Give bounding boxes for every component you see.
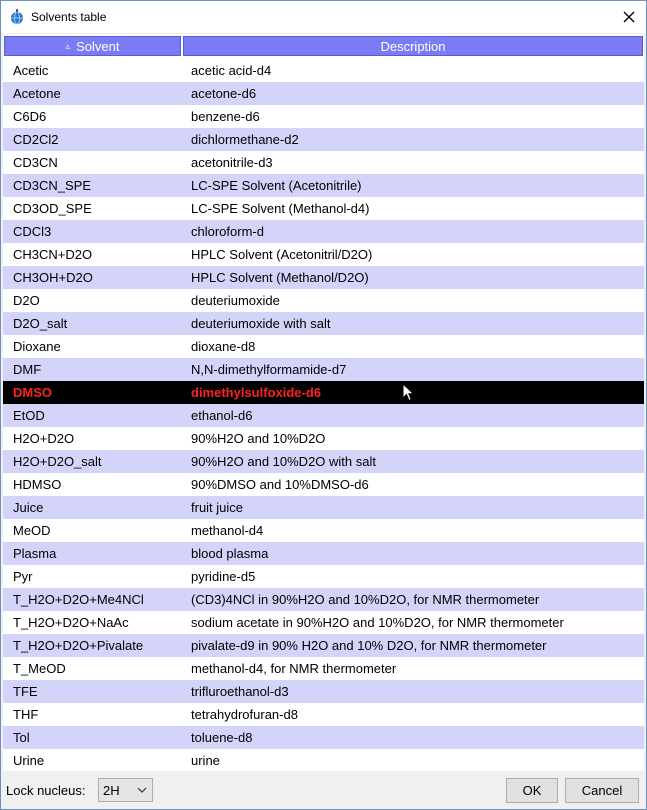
description-cell: methanol-d4 [191, 523, 264, 538]
table-row[interactable] [3, 496, 644, 519]
table-row[interactable] [3, 680, 644, 703]
table-row[interactable] [3, 128, 644, 151]
solvent-cell: T_H2O+D2O+NaAc [13, 615, 129, 630]
solvent-cell: DMF [13, 362, 42, 377]
table-row[interactable] [3, 105, 644, 128]
solvent-cell: Urine [13, 753, 45, 768]
dialog-footer [1, 772, 646, 809]
table-row[interactable] [3, 151, 644, 174]
column-header-label: Description [380, 38, 446, 54]
description-cell: (CD3)4NCl in 90%H2O and 10%D2O, for NMR thermometer [191, 592, 540, 607]
table-row[interactable] [3, 59, 644, 82]
description-cell: chloroform-d [191, 224, 264, 239]
table-row[interactable] [3, 542, 644, 565]
solvent-cell: TFE [13, 684, 38, 699]
description-cell: N,N-dimethylformamide-d7 [191, 362, 347, 377]
description-cell: tetrahydrofuran-d8 [191, 707, 298, 722]
solvent-cell: MeOD [13, 523, 51, 538]
description-cell: blood plasma [191, 546, 269, 561]
description-cell: acetic acid-d4 [191, 63, 272, 78]
close-button[interactable] [612, 1, 646, 33]
table-body [3, 59, 644, 771]
lock-nucleus-select[interactable] [98, 778, 153, 802]
description-cell: HPLC Solvent (Methanol/D2O) [191, 270, 369, 285]
solvents-table [3, 34, 644, 771]
description-cell: toluene-d8 [191, 730, 253, 745]
solvent-cell: T_MeOD [13, 661, 66, 676]
description-cell: HPLC Solvent (Acetonitril/D2O) [191, 247, 373, 262]
solvent-cell: Pyr [13, 569, 33, 584]
title-bar [1, 1, 646, 33]
solvent-cell: D2O_salt [13, 316, 68, 331]
table-row[interactable] [3, 404, 644, 427]
cancel-button[interactable]: Cancel [565, 778, 639, 803]
description-cell: pyridine-d5 [191, 569, 256, 584]
description-cell: benzene-d6 [191, 109, 260, 124]
table-row[interactable] [3, 749, 644, 771]
solvent-cell: D2O [13, 293, 40, 308]
table-row[interactable] [3, 266, 644, 289]
table-row[interactable] [3, 289, 644, 312]
solvent-cell: H2O+D2O_salt [13, 454, 102, 469]
app-globe-icon [10, 9, 24, 25]
table-row[interactable] [3, 243, 644, 266]
solvent-cell: CD3CN [13, 155, 58, 170]
solvent-cell: Tol [13, 730, 30, 745]
lock-nucleus-value: 2H [103, 782, 120, 798]
solvent-cell: EtOD [13, 408, 45, 423]
description-cell: pivalate-d9 in 90% H2O and 10% D2O, for NMR thermometer [191, 638, 547, 653]
solvent-cell: DMSO [13, 385, 52, 400]
description-cell: deuteriumoxide [191, 293, 280, 308]
chevron-down-icon [137, 785, 147, 795]
table-row[interactable] [3, 197, 644, 220]
solvent-cell: CH3CN+D2O [13, 247, 93, 262]
solvent-cell: Dioxane [13, 339, 61, 354]
solvent-cell: T_H2O+D2O+Me4NCl [13, 592, 144, 607]
table-row[interactable] [3, 726, 644, 749]
column-header-solvent[interactable] [4, 36, 181, 56]
column-header-label: Solvent [76, 38, 120, 54]
description-cell: dichlormethane-d2 [191, 132, 299, 147]
description-cell: dioxane-d8 [191, 339, 256, 354]
description-cell: fruit juice [191, 500, 244, 515]
table-row[interactable] [3, 220, 644, 243]
mouse-pointer-icon [402, 383, 416, 403]
table-row[interactable] [3, 174, 644, 197]
ok-button[interactable]: OK [506, 778, 558, 803]
table-row[interactable] [3, 381, 644, 404]
table-row[interactable] [3, 427, 644, 450]
description-cell: 90%DMSO and 10%DMSO-d6 [191, 477, 369, 492]
solvent-cell: Acetone [13, 86, 61, 101]
sort-ascending-icon: ▵ [65, 40, 71, 51]
solvent-cell: CH3OH+D2O [13, 270, 93, 285]
solvent-cell: Acetic [13, 63, 49, 78]
description-cell: LC-SPE Solvent (Acetonitrile) [191, 178, 362, 193]
column-header-description[interactable] [183, 36, 643, 56]
solvent-cell: H2O+D2O [13, 431, 75, 446]
window-title: Solvents table [31, 10, 107, 24]
table-row[interactable] [3, 565, 644, 588]
description-cell: 90%H2O and 10%D2O [191, 431, 326, 446]
table-row[interactable] [3, 703, 644, 726]
description-cell: LC-SPE Solvent (Methanol-d4) [191, 201, 370, 216]
description-cell: methanol-d4, for NMR thermometer [191, 661, 397, 676]
solvent-cell: CD3OD_SPE [13, 201, 92, 216]
solvent-cell: CDCl3 [13, 224, 52, 239]
description-cell: urine [191, 753, 220, 768]
table-row[interactable] [3, 611, 644, 634]
table-row[interactable] [3, 312, 644, 335]
solvent-cell: C6D6 [13, 109, 47, 124]
solvent-cell: Plasma [13, 546, 57, 561]
table-row[interactable] [3, 634, 644, 657]
table-row[interactable] [3, 358, 644, 381]
description-cell: acetonitrile-d3 [191, 155, 273, 170]
description-cell: dimethylsulfoxide-d6 [191, 385, 322, 400]
description-cell: deuteriumoxide with salt [191, 316, 331, 331]
table-row[interactable] [3, 82, 644, 105]
table-header [3, 34, 644, 57]
description-cell: sodium acetate in 90%H2O and 10%D2O, for NMR thermometer [191, 615, 564, 630]
table-row[interactable] [3, 450, 644, 473]
table-row[interactable] [3, 657, 644, 680]
solvent-cell: Juice [13, 500, 44, 515]
description-cell: trifluroethanol-d3 [191, 684, 289, 699]
close-icon [623, 11, 635, 23]
description-cell: ethanol-d6 [191, 408, 253, 423]
table-row[interactable] [3, 335, 644, 358]
table-row[interactable] [3, 588, 644, 611]
description-cell: acetone-d6 [191, 86, 257, 101]
table-row[interactable] [3, 519, 644, 542]
description-cell: 90%H2O and 10%D2O with salt [191, 454, 376, 469]
solvent-cell: T_H2O+D2O+Pivalate [13, 638, 144, 653]
solvent-cell: HDMSO [13, 477, 62, 492]
solvent-cell: THF [13, 707, 39, 722]
solvent-cell: CD3CN_SPE [13, 178, 92, 193]
solvent-cell: CD2Cl2 [13, 132, 59, 147]
table-row[interactable] [3, 473, 644, 496]
lock-nucleus-label: Lock nucleus: [6, 783, 86, 798]
